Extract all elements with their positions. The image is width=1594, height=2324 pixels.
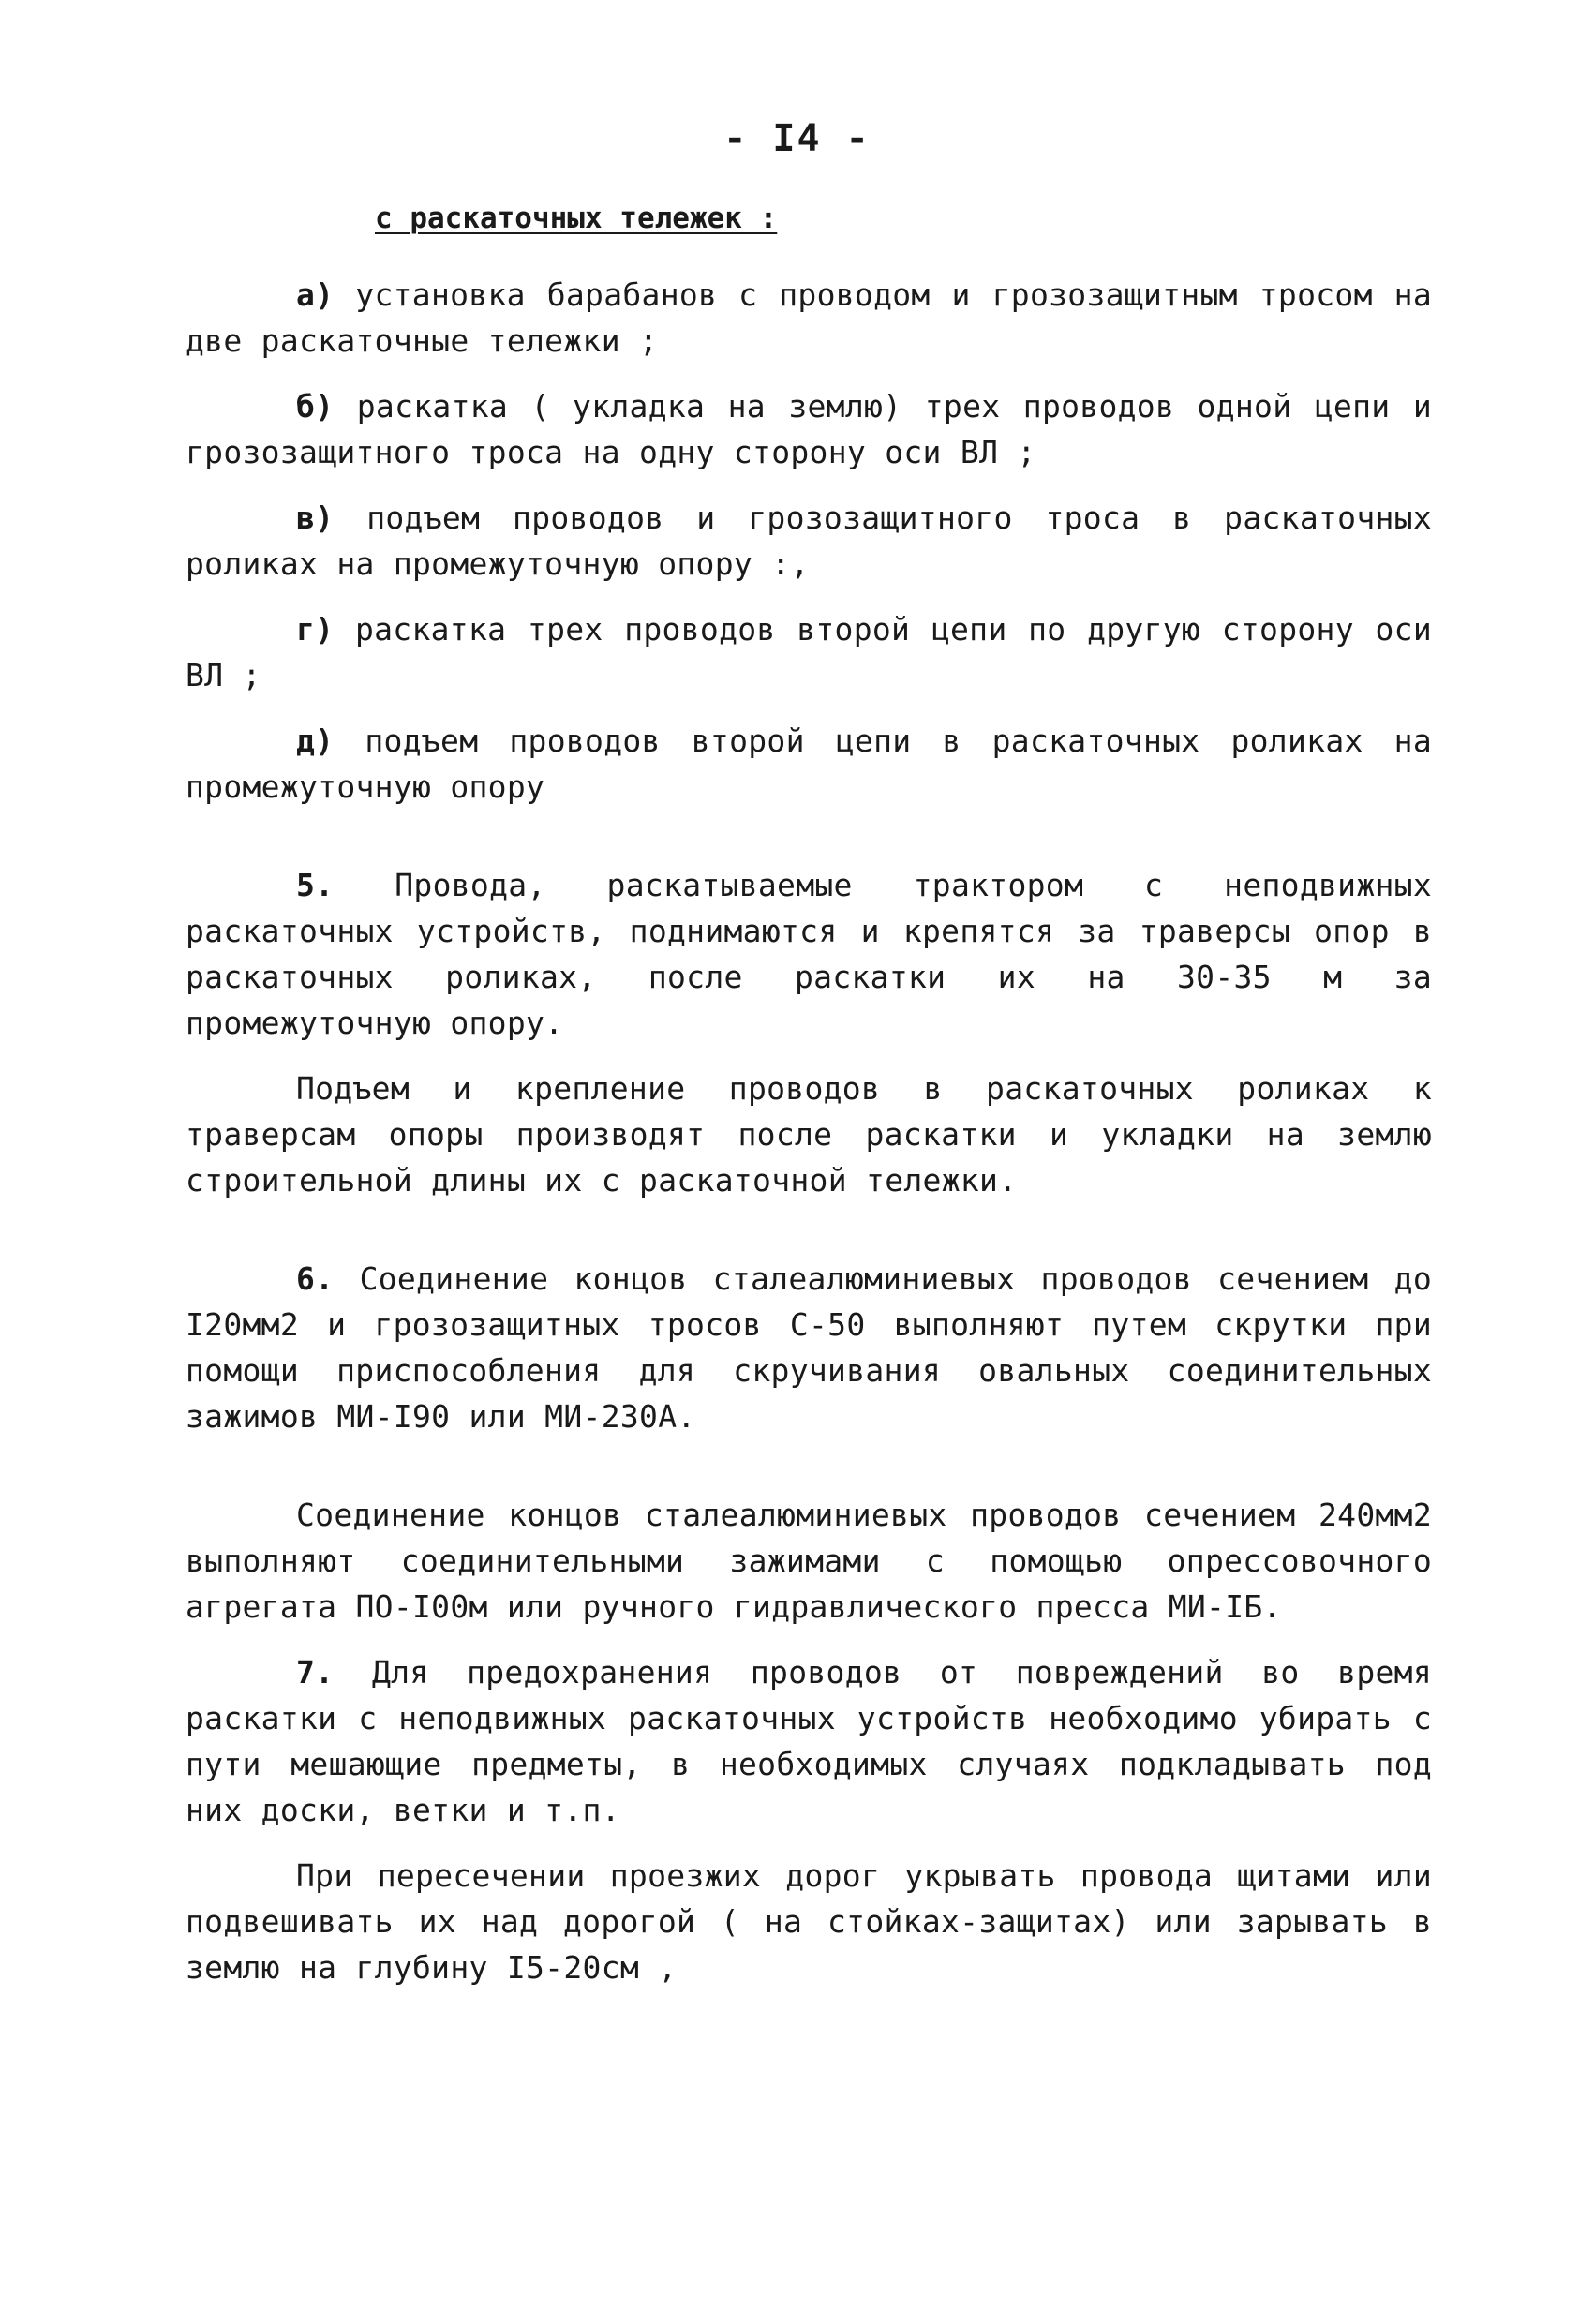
section-number: 6. bbox=[296, 1260, 335, 1297]
item-list bbox=[186, 272, 1432, 1990]
section-number: 5. bbox=[296, 867, 335, 903]
section-paragraph bbox=[186, 1256, 1432, 1439]
list-item bbox=[186, 495, 1432, 587]
section-text: Для предохранения проводов от повреждений во время раскатки с неподвижных раскаточных устройств необходимо убирать с пути мешающие предметы, в необходимых случаях подкладывать под них доски, ветки и т.п. bbox=[186, 1654, 1433, 1828]
list-item bbox=[186, 718, 1432, 810]
section-paragraph bbox=[186, 1065, 1432, 1203]
section-paragraph bbox=[186, 862, 1432, 1046]
list-item-marker: д) bbox=[296, 723, 335, 759]
section-text: Соединение концов сталеалюминиевых проводов сечением 240мм2 выполняют соединительными зажимами с помощью опрессовочного агрегата ПО-I00м или ручного гидравлического пресса МИ-IБ. bbox=[186, 1497, 1432, 1625]
section-text: Соединение концов сталеалюминиевых проводов сечением до I20мм2 и грозозащитных тросов С-50 выполняют путем скрутки при помощи приспособления для скручивания овальных соединительных зажимов МИ-I90 или МИ-230А. bbox=[186, 1260, 1432, 1435]
list-item-marker: г) bbox=[296, 611, 335, 648]
list-item-marker: в) bbox=[296, 499, 335, 536]
page-number: - I4 - bbox=[723, 117, 871, 160]
section-text: При пересечении проезжих дорог укрывать провода щитами или подвешивать их над дорогой ( на стойках-защитах) или зарывать в землю на глубину I5-20см , bbox=[186, 1857, 1432, 1986]
list-item-text: раскатка ( укладка на землю) трех проводов одной цепи и грозозащитного троса на одну сторону оси ВЛ ; bbox=[186, 388, 1432, 470]
list-item bbox=[186, 606, 1432, 698]
list-item-text: подъем проводов и грозозащитного троса в раскаточных роликах на промежуточную опору :, bbox=[186, 499, 1433, 582]
section-number: 7. bbox=[296, 1654, 335, 1691]
list-item-text: раскатка трех проводов второй цепи по другую сторону оси ВЛ ; bbox=[186, 611, 1432, 693]
section-text: Провода, раскатываемые трактором с неподвижных раскаточных устройств, поднимаются и крепятся за траверсы опор в раскаточных роликах, после раскатки их на 30-35 м за промежуточную опору. bbox=[186, 867, 1432, 1041]
section-paragraph bbox=[186, 1853, 1432, 1990]
section-paragraph bbox=[186, 1492, 1432, 1630]
list-item-text: установка барабанов с проводом и грозозащитным тросом на две раскаточные тележки ; bbox=[186, 276, 1433, 359]
list-item-marker: а) bbox=[296, 276, 335, 313]
section-heading: с раскаточных тележек : bbox=[375, 201, 778, 235]
list-item-text: подъем проводов второй цепи в раскаточных роликах на промежуточную опору bbox=[186, 723, 1432, 805]
section-paragraph bbox=[186, 1649, 1432, 1833]
section-text: Подъем и крепление проводов в раскаточных роликах к траверсам опоры производят после раскатки и укладки на землю строительной длины их с раскаточной тележки. bbox=[186, 1070, 1432, 1199]
list-item-marker: б) bbox=[296, 388, 335, 425]
list-item bbox=[186, 272, 1432, 364]
list-item bbox=[186, 383, 1432, 475]
